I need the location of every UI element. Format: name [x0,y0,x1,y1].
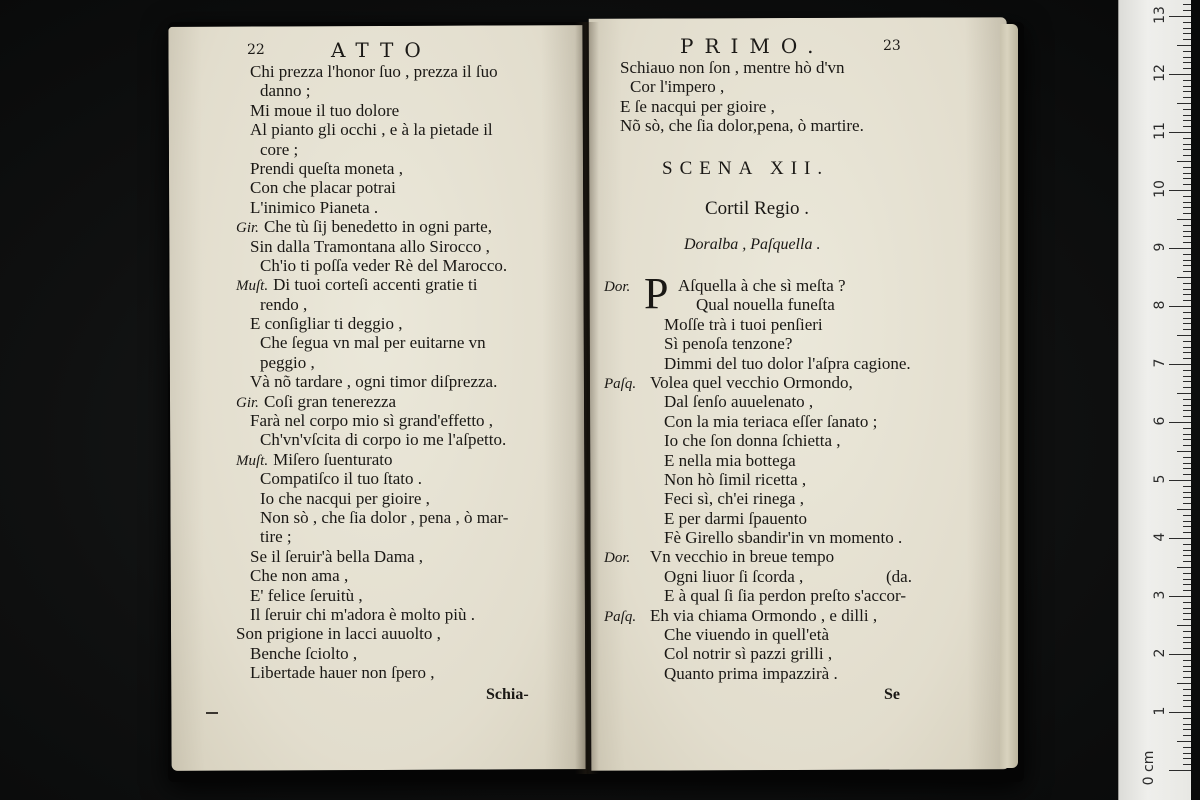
verse-text: Sin dalla Tramontana allo Sirocco , [250,236,490,256]
speaker-label: Gir. [236,394,259,411]
left-text-line [236,159,508,178]
ruler-tick [1169,596,1191,597]
ruler-tick [1183,318,1191,319]
verse-text: Che non ama , [250,566,349,586]
verse-text: core ; [260,139,299,159]
left-text-line [236,527,508,546]
page-edges [1000,24,1018,768]
ruler-tick [1177,683,1191,684]
ruler-tick [1183,642,1191,643]
ruler-tick [1183,474,1191,475]
verse-text: Feci sì, ch'ei rinega , [664,489,804,509]
scene-place: Cortil Regio . [705,198,809,219]
verse-text: danno ; [260,81,311,101]
ruler-tick [1183,242,1191,243]
ruler-tick [1183,468,1191,469]
left-text-line [236,644,508,663]
dialogue-line [604,412,911,431]
ruler-tick [1169,248,1191,249]
ruler-tick [1183,370,1191,371]
ruler-tick [1177,45,1191,46]
verse-text: peggio , [260,352,315,372]
left-text-line [236,392,508,411]
ruler-tick [1183,758,1191,759]
ruler-tick [1183,497,1191,498]
verse-text: Con che placar potrai [250,178,396,198]
ruler-tick [1177,741,1191,742]
left-running-head: ATTO [331,38,432,62]
ruler-tick [1183,126,1191,127]
ruler-tick [1177,393,1191,394]
ruler-tick [1183,735,1191,736]
left-text-line [236,489,508,508]
left-text-line [236,120,508,139]
ruler-tick [1177,103,1191,104]
ruler-tick [1177,509,1191,510]
speaker-label: Dor. [604,279,631,295]
dialogue-line [604,664,911,683]
left-text-line [236,333,508,352]
dialogue-line [604,470,911,489]
verse-text: Che ſegua vn mal per euitarne vn [260,333,486,353]
verse-text: Benche ſciolto , [250,643,358,663]
verse-text: Che viuendo in quell'età [664,625,829,645]
verse-text: Io che nacqui per gioire , [260,488,430,508]
ruler-tick [1183,213,1191,214]
dialogue-line [604,392,911,411]
ruler-number: 3 [1152,590,1168,600]
ruler-tick [1183,196,1191,197]
verse-text: Dimmi del tuo dolor l'aſpra cagione. [664,353,911,373]
left-text-line [236,469,508,488]
left-text-line [236,101,508,120]
margin-mark [206,712,218,714]
dialogue-line [604,451,911,470]
ruler-tick [1177,161,1191,162]
ruler-tick [1183,550,1191,551]
ruler-tick [1169,712,1191,713]
ruler-tick [1183,28,1191,29]
verse-text: Nõ sò, che ſia dolor,pena, ò martire. [620,116,864,136]
ruler-tick [1183,521,1191,522]
dialogue-line [604,625,911,644]
right-text-line [620,77,864,96]
ruler-tick [1183,236,1191,237]
verse-text: Schiauo non ſon , mentre hò d'vn [620,58,845,77]
ruler-tick [1183,660,1191,661]
dialogue-line [604,547,911,566]
speaker-label: Paſq. [604,375,637,392]
left-text-line [236,586,508,605]
ruler-tick [1183,91,1191,92]
scene-title: SCENA XII. [662,158,830,179]
verse-text: Ch'vn'vſcita di corpo io me l'aſpetto. [260,430,507,450]
ruler-tick [1183,68,1191,69]
left-text-line [236,256,508,275]
verse-text: Quanto prima impazzirà . [664,663,838,683]
left-text-line [236,372,508,391]
ruler-tick [1183,718,1191,719]
ruler-tick [1183,724,1191,725]
verse-text: tire ; [260,527,292,547]
verse-text: rendo , [260,294,308,314]
verse-text: Che tù ſij benedetto in ogni parte, [263,217,492,237]
left-text-line [236,314,508,333]
ruler-tick [1183,619,1191,620]
left-text-line [236,62,508,81]
ruler-tick [1183,271,1191,272]
verse-text: Se il ſeruir'à bella Dama , [250,546,423,566]
verse-text: Mi moue il tuo dolore [250,100,400,120]
verse-text: Ogni liuor ſi ſcorda , [664,566,804,586]
verse-text: Moſſe trà i tuoi penſieri [664,314,823,334]
ruler-tick [1183,579,1191,580]
ruler-number: 6 [1152,416,1168,426]
ruler-tick [1169,538,1191,539]
ruler-number: 9 [1152,242,1168,252]
ruler-tick [1177,277,1191,278]
verse-text: Cor l'impero , [630,77,725,97]
ruler-tick [1183,729,1191,730]
ruler-number: 2 [1152,648,1168,658]
ruler-tick [1183,300,1191,301]
left-catchword: Schia- [486,686,529,703]
dialogue-line [604,431,911,450]
ruler-tick [1183,173,1191,174]
ruler-tick [1183,689,1191,690]
ruler-tick [1183,753,1191,754]
ruler-tick [1183,463,1191,464]
left-text-line [236,566,508,585]
ruler-tick [1183,416,1191,417]
speaker-label: Muſt. [236,278,269,295]
ruler-tick [1183,666,1191,667]
dialogue-line [604,373,911,392]
ruler-tick [1183,613,1191,614]
left-text-line [236,450,508,469]
left-text-line [236,295,508,314]
ruler-tick [1183,544,1191,545]
ruler-tick [1183,515,1191,516]
ruler-tick [1183,202,1191,203]
ruler-tick [1183,434,1191,435]
ruler-tick [1183,555,1191,556]
ruler-tick [1169,422,1191,423]
ruler-tick [1183,57,1191,58]
ruler-number: 4 [1152,532,1168,542]
verse-text: Coſi gran tenerezza [263,391,397,411]
verse-text: Ch'io ti poſſa veder Rè del Marocco. [260,255,508,275]
scene-characters: Doralba , Paſquella . [684,236,821,253]
ruler-tick [1183,178,1191,179]
ruler-tick [1169,480,1191,481]
ruler-tick [1183,51,1191,52]
right-catchword: Se [884,686,900,703]
verse-text: Fè Girello sbandir'in vn momento . [664,528,903,548]
ruler-number: 5 [1152,474,1168,484]
ruler-tick [1183,457,1191,458]
drop-cap-letter: P [644,269,669,318]
line-overflow-text: (da. [886,566,912,586]
left-text-line [236,198,508,217]
left-text-line [236,508,508,527]
ruler-tick [1183,149,1191,150]
ruler-tick [1177,451,1191,452]
verse-text: Qual nouella funeſta [696,295,835,315]
verse-text: Il ſeruir chi m'adora è molto più . [250,604,475,624]
ruler-tick [1183,695,1191,696]
ruler-tick [1183,399,1191,400]
ruler-tick [1183,155,1191,156]
ruler-tick [1169,654,1191,655]
ruler-tick [1183,323,1191,324]
ruler-tick [1183,167,1191,168]
verse-text: Dal ſenſo auuelenato , [664,392,814,412]
ruler-tick [1183,39,1191,40]
right-page-verse-end [620,58,864,136]
verse-text: Io che ſon donna ſchietta , [664,431,841,451]
verse-text: Sì penoſa tenzone? [664,334,793,354]
ruler-tick [1183,584,1191,585]
dialogue-line [604,354,911,373]
verse-text: Col notrir sì pazzi grilli , [664,644,833,664]
left-text-line [236,430,508,449]
verse-text: Non hò ſimil ricetta , [664,469,807,489]
left-text-line [236,237,508,256]
verse-text: E' felice ſeruitù , [250,585,363,605]
ruler-tick [1177,219,1191,220]
left-text-line [236,140,508,159]
ruler-tick [1169,306,1191,307]
ruler-number: 12 [1152,64,1168,82]
ruler-tick [1183,590,1191,591]
ruler-tick [1183,254,1191,255]
ruler-tick [1183,602,1191,603]
verse-text: E à qual ſi ſia perdon preſto s'accor- [664,586,907,606]
verse-text: E conſigliar ti deggio , [250,314,403,334]
ruler-number: 1 [1152,706,1168,716]
ruler-tick [1183,706,1191,707]
left-text-line [236,605,508,624]
ruler-tick [1183,486,1191,487]
ruler-tick [1169,16,1191,17]
ruler-tick [1183,225,1191,226]
ruler-tick [1183,445,1191,446]
ruler-tick [1183,294,1191,295]
ruler-tick [1183,138,1191,139]
ruler-tick [1183,86,1191,87]
ruler-tick [1169,74,1191,75]
dialogue-line [604,586,911,605]
ruler-tick [1183,561,1191,562]
speaker-label: Gir. [236,220,259,237]
ruler-tick [1183,4,1191,5]
ruler-unit-label: 0 cm [1141,750,1157,786]
ruler-tick [1177,335,1191,336]
verse-text: Aſquella à che sì meſta ? [678,276,846,295]
right-text-line [620,97,864,116]
ruler-tick [1183,387,1191,388]
ruler-tick [1183,289,1191,290]
ruler-tick [1183,381,1191,382]
verse-text: E ſe nacqui per gioire , [620,96,775,116]
ruler-tick [1169,132,1191,133]
ruler-tick [1183,376,1191,377]
ruler-tick [1183,120,1191,121]
ruler-number: 8 [1152,300,1168,310]
measurement-ruler [1118,0,1191,800]
ruler-tick [1183,648,1191,649]
ruler-tick [1183,747,1191,748]
ruler-tick [1183,532,1191,533]
ruler-tick [1183,671,1191,672]
ruler-tick [1183,573,1191,574]
left-folio: 22 [247,42,265,58]
speaker-label: Dor. [604,550,631,567]
ruler-tick [1183,439,1191,440]
book-gutter [575,22,599,774]
verse-text: Al pianto gli occhi , e à la pietade il [250,120,493,140]
verse-text: Non sò , che ſia dolor , pena , ò mar- [260,507,509,527]
ruler-tick [1183,109,1191,110]
ruler-tick [1183,341,1191,342]
ruler-tick [1183,347,1191,348]
dialogue-line [604,528,911,547]
ruler-tick [1183,22,1191,23]
dialogue-line [604,315,911,334]
ruler-tick [1183,764,1191,765]
ruler-number: 7 [1152,358,1168,368]
verse-text: Volea quel vecchio Ormondo, [650,372,853,392]
verse-text: Miſero ſuenturato [273,449,393,469]
left-text-line [236,663,508,682]
verse-text: L'inimico Pianeta . [250,197,379,217]
dialogue-line [604,509,911,528]
ruler-tick [1183,503,1191,504]
left-text-line [236,178,508,197]
dialogue-line [604,606,911,625]
left-text-line [236,81,508,100]
ruler-tick [1183,283,1191,284]
dialogue-line [604,489,911,508]
ruler-tick [1183,144,1191,145]
ruler-tick [1183,608,1191,609]
left-text-line [236,411,508,430]
right-page-dialogue [604,269,912,683]
verse-text: Con la mia teriaca eſſer ſanato ; [664,411,878,431]
ruler-tick [1183,637,1191,638]
dialogue-line [604,567,911,586]
speaker-label: Muſt. [236,452,269,469]
ruler-tick [1183,526,1191,527]
ruler-tick [1169,770,1191,771]
ruler-tick [1183,312,1191,313]
ruler-tick [1183,115,1191,116]
ruler-tick [1183,405,1191,406]
left-text-line [236,353,508,372]
verse-text: Di tuoi corteſi accenti gratie ti [273,275,478,295]
verse-text: Vn vecchio in breue tempo [650,547,835,567]
speaker-label: Paſq. [604,608,637,625]
ruler-tick [1183,10,1191,11]
left-page-text [236,62,508,683]
ruler-tick [1183,207,1191,208]
verse-text: Và nõ tardare , ogni timor diſprezza. [250,372,498,392]
ruler-tick [1177,567,1191,568]
ruler-tick [1183,231,1191,232]
verse-text: E nella mia bottega [664,450,796,470]
left-text-line [236,217,508,236]
verse-text: Farà nel corpo mio sì grand'effetto , [250,411,494,431]
ruler-tick [1183,428,1191,429]
verse-text: Libertade hauer non ſpero , [250,663,435,683]
ruler-number: 13 [1152,6,1168,24]
ruler-tick [1169,190,1191,191]
verse-text: Prendi queſta moneta , [250,158,403,178]
ruler-number: 10 [1152,180,1168,198]
ruler-tick [1183,33,1191,34]
right-text-line [620,58,864,77]
verse-text: E per darmi ſpauento [664,508,808,528]
ruler-tick [1183,62,1191,63]
left-text-line [236,275,508,294]
right-folio: 23 [883,38,901,54]
dialogue-line [604,334,911,353]
ruler-number: 11 [1152,122,1168,140]
ruler-tick [1183,260,1191,261]
dialogue-line [604,295,911,314]
verse-text: Chi prezza l'honor ſuo , prezza il ſuo [250,62,498,81]
ruler-tick [1183,97,1191,98]
ruler-tick [1183,80,1191,81]
ruler-tick [1183,700,1191,701]
right-text-line [620,116,864,135]
verse-text: Son prigione in lacci auuolto , [236,624,441,644]
right-running-head: PRIMO. [680,34,825,58]
dialogue-line [604,644,911,663]
ruler-tick [1183,492,1191,493]
verse-text: Compatiſco il tuo ſtato . [260,469,422,489]
ruler-tick [1183,677,1191,678]
ruler-tick [1177,625,1191,626]
verse-text: Eh via chiama Ormondo , e dilli , [650,605,878,625]
ruler-tick [1183,265,1191,266]
left-text-line [236,624,508,643]
left-text-line [236,547,508,566]
ruler-tick [1183,631,1191,632]
ruler-tick [1169,364,1191,365]
ruler-tick [1183,410,1191,411]
ruler-tick [1183,184,1191,185]
ruler-tick [1183,329,1191,330]
ruler-tick [1183,352,1191,353]
ruler-tick [1183,358,1191,359]
